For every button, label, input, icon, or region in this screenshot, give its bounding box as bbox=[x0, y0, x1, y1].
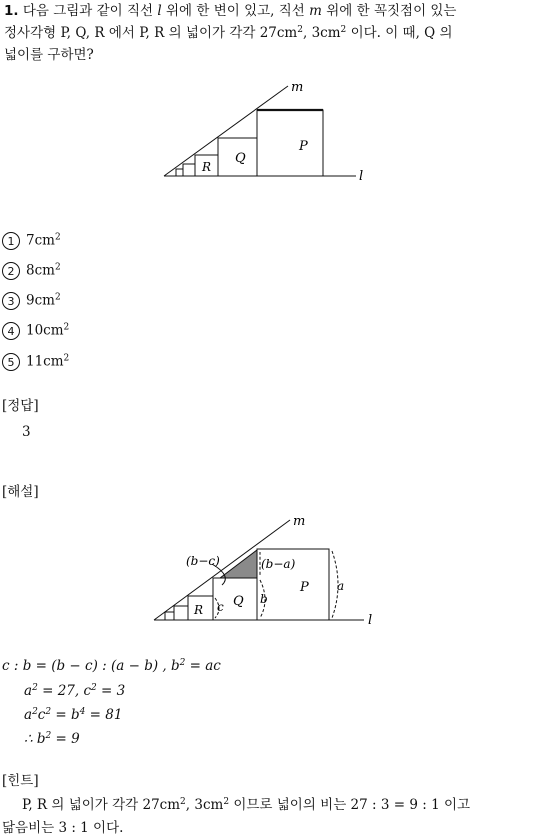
question-text: 이다. 이 때, Q 의 bbox=[350, 25, 453, 41]
figure-squares-on-line bbox=[160, 78, 380, 188]
hint-text: , 3cm bbox=[185, 797, 224, 813]
hint-text: P, R 의 넓이가 각각 27cm bbox=[22, 797, 181, 813]
hint-line-1 bbox=[22, 794, 470, 816]
label-b: b bbox=[260, 592, 268, 606]
superscript: 2 bbox=[91, 683, 97, 693]
superscript: 2 bbox=[54, 262, 61, 273]
hint-text: 이므로 넓이의 비는 27 : 3 = 9 : 1 이고 bbox=[229, 797, 471, 813]
superscript: 2 bbox=[54, 292, 61, 303]
question-block bbox=[4, 0, 532, 66]
square-small-2 bbox=[176, 169, 183, 176]
equation-3 bbox=[24, 704, 122, 726]
equation-text: = b bbox=[51, 707, 80, 723]
label-P: P bbox=[300, 580, 309, 595]
choice-value-2: 8cm bbox=[26, 262, 55, 279]
superscript: 2 bbox=[32, 707, 38, 717]
superscript: 2 bbox=[54, 232, 61, 243]
question-line-2 bbox=[4, 22, 532, 44]
choice-value-1: 7cm bbox=[26, 232, 55, 249]
choice-number-1: 1 bbox=[2, 232, 20, 250]
square-small-1 bbox=[183, 164, 195, 176]
equation-4 bbox=[24, 728, 80, 750]
label-m: m bbox=[291, 80, 304, 95]
question-text: 위에 한 변이 있고, 직선 bbox=[166, 3, 305, 19]
superscript: 2 bbox=[63, 322, 70, 333]
line-m bbox=[164, 86, 288, 176]
equation-2 bbox=[24, 680, 125, 702]
choice-value-5: 11cm bbox=[26, 353, 64, 370]
equation-text: = 3 bbox=[96, 683, 126, 699]
variable-l: l bbox=[157, 3, 162, 19]
choice-value-4: 10cm bbox=[26, 322, 64, 339]
label-b-minus-c: (b−c) bbox=[186, 554, 220, 568]
label-Q: Q bbox=[233, 594, 244, 609]
figure-explanation bbox=[150, 510, 382, 630]
equation-text: c bbox=[37, 707, 46, 723]
shaded-triangle bbox=[220, 550, 257, 578]
explanation-heading: [해설] bbox=[2, 484, 39, 500]
square-P bbox=[257, 110, 323, 176]
superscript: 2 bbox=[45, 731, 52, 741]
equation-text: = 27, c bbox=[37, 683, 92, 699]
label-P: P bbox=[299, 139, 308, 154]
label-Q: Q bbox=[235, 151, 246, 166]
choice-number-2: 2 bbox=[2, 262, 20, 280]
question-text: 위에 한 꼭짓점이 있는 bbox=[326, 3, 457, 19]
superscript: 2 bbox=[32, 683, 38, 693]
equation-text: = 9 bbox=[51, 731, 80, 747]
superscript: 2 bbox=[179, 658, 186, 668]
equation-text: ∴ b bbox=[24, 731, 46, 747]
equation-1 bbox=[2, 655, 221, 677]
label-l: l bbox=[368, 613, 373, 628]
question-text: 다음 그림과 같이 직선 bbox=[22, 3, 154, 19]
choice-3[interactable] bbox=[2, 292, 61, 310]
hint-heading: [힌트] bbox=[2, 773, 39, 789]
choice-2[interactable] bbox=[2, 262, 61, 280]
label-R: R bbox=[194, 603, 204, 617]
label-R: R bbox=[202, 160, 212, 174]
equation-text: a bbox=[24, 707, 33, 723]
question-line-1 bbox=[4, 0, 532, 22]
square-small-1 bbox=[174, 606, 188, 620]
equation-text: = 81 bbox=[85, 707, 123, 723]
superscript: 2 bbox=[63, 353, 70, 364]
superscript: 2 bbox=[297, 25, 303, 35]
choice-number-3: 3 bbox=[2, 292, 20, 310]
superscript: 2 bbox=[223, 797, 230, 807]
choice-number-4: 4 bbox=[2, 322, 20, 340]
question-line-3 bbox=[4, 44, 532, 66]
choice-value-3: 9cm bbox=[26, 292, 55, 309]
label-l: l bbox=[359, 169, 364, 184]
choice-number-5: 5 bbox=[2, 353, 20, 371]
square-small-2 bbox=[165, 612, 174, 620]
label-b-minus-a: (b−a) bbox=[261, 557, 296, 571]
variable-m: m bbox=[309, 3, 322, 19]
label-a: a bbox=[337, 579, 345, 593]
question-text: 정사각형 P, Q, R 에서 P, R 의 넓이가 각각 27cm bbox=[4, 25, 298, 41]
equation-text: c : b = (b − c) : (a − b) , b bbox=[2, 658, 180, 674]
choice-5[interactable] bbox=[2, 353, 69, 371]
superscript: 2 bbox=[340, 25, 347, 35]
equation-text: = ac bbox=[185, 658, 221, 674]
label-c: c bbox=[217, 600, 224, 614]
answer-heading: [정답] bbox=[2, 398, 39, 414]
superscript: 2 bbox=[45, 707, 52, 717]
equation-text: a bbox=[24, 683, 33, 699]
answer-value: 3 bbox=[22, 424, 31, 440]
superscript: 4 bbox=[79, 707, 86, 717]
label-m: m bbox=[293, 514, 306, 529]
question-number: 1. bbox=[4, 3, 19, 19]
superscript: 2 bbox=[180, 797, 186, 807]
hint-line-2: 닮음비는 3 : 1 이다. bbox=[2, 820, 124, 836]
choice-1[interactable] bbox=[2, 232, 61, 250]
choice-4[interactable] bbox=[2, 322, 69, 340]
question-text: , 3cm bbox=[302, 25, 341, 41]
question-text: 넓이를 구하면? bbox=[4, 47, 94, 63]
